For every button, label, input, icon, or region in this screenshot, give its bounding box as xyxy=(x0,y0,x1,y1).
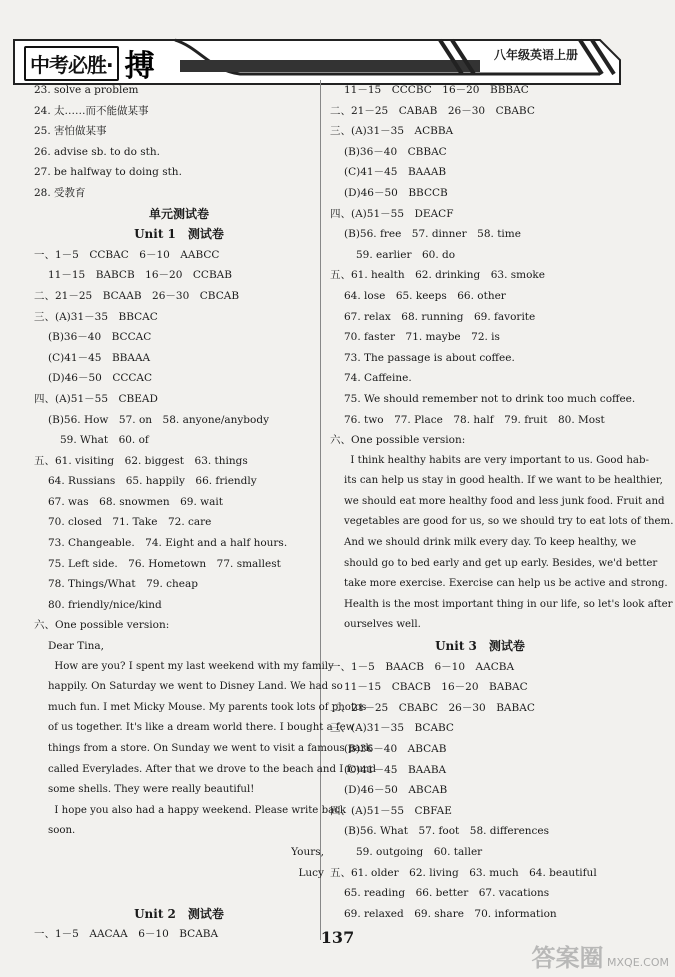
right-line: (D)46－50 ABCAB xyxy=(344,784,448,797)
left-line: 64. Russians 65. happily 66. friendly xyxy=(48,475,257,488)
right-line: (B)56. What 57. foot 58. differences xyxy=(344,825,550,838)
right-line: Health is the most important thing in our life, so let's look after xyxy=(344,598,673,610)
left-line: 二、21－25 BCAAB 26－30 CBCAB xyxy=(34,289,240,302)
right-line: vegetables are good for us, so we should try to eat lots of them. xyxy=(344,516,674,528)
left-line: much fun. I met Micky Mouse. My parents took lots of photos xyxy=(48,701,367,713)
left-line: Yours, xyxy=(291,845,324,858)
right-line: 74. Caffeine. xyxy=(344,372,412,385)
right-line: 67. relax 68. running 69. favorite xyxy=(344,310,536,323)
left-line: Dear Tina, xyxy=(48,640,104,653)
right-column xyxy=(330,80,674,924)
left-line: 27. be halfway to doing sth. xyxy=(34,166,182,179)
left-line: happily. On Saturday we went to Disney Land. We had so xyxy=(48,681,343,693)
left-line: (B)36－40 BCCAC xyxy=(48,331,152,344)
right-line: 59. earlier 60. do xyxy=(356,248,456,261)
left-line: 四、(A)51－55 CBEAD xyxy=(34,392,158,405)
right-line: 四、(A)51－55 DEACF xyxy=(330,207,454,220)
left-line: of us together. It's like a dream world there. I bought a few xyxy=(48,722,355,734)
right-line: take more exercise. Exercise can help us be active and strong. xyxy=(344,578,668,590)
left-line: called Everylades. After that we drove to the beach and I found xyxy=(48,763,377,775)
brand-text: 中考必胜· xyxy=(24,46,119,81)
left-line xyxy=(34,883,324,904)
left-line: soon. xyxy=(48,825,76,837)
right-line: 75. We should remember not to drink too much coffee. xyxy=(344,392,636,405)
grade-label: 八年级英语上册 xyxy=(494,48,579,62)
right-line: 五、61. older 62. living 63. much 64. beautiful xyxy=(330,866,597,879)
right-line: 76. two 77. Place 78. half 79. fruit 80. Most xyxy=(344,413,605,426)
right-line: 11－15 CBACB 16－20 BABAC xyxy=(344,681,528,694)
right-line: we should eat more healthy food and less junk food. Fruit and xyxy=(344,495,665,507)
left-line: 五、61. visiting 62. biggest 63. things xyxy=(34,454,248,467)
left-line: (B)56. How 57. on 58. anyone/anybody xyxy=(48,413,270,426)
page-number: 137 xyxy=(320,928,355,947)
right-line: 六、One possible version: xyxy=(330,434,466,447)
left-line: Unit 1 测试卷 xyxy=(134,227,224,242)
right-line: 64. lose 65. keeps 66. other xyxy=(344,289,506,302)
left-line: 59. What 60. of xyxy=(60,434,149,447)
right-line: (B)36－40 ABCAB xyxy=(344,743,447,755)
right-line: 三、(A)31－35 ACBBA xyxy=(330,125,454,138)
left-line: (C)41－45 BBAAA xyxy=(48,351,151,364)
right-line: (D)46－50 BBCCB xyxy=(344,186,448,199)
right-line: 65. reading 66. better 67. vacations xyxy=(344,887,550,900)
left-line: 75. Left side. 76. Hometown 77. smallest xyxy=(48,557,281,570)
left-line: I hope you also had a happy weekend. Please write back xyxy=(34,804,347,816)
left-line: 一、1－5 CCBAC 6－10 AABCC xyxy=(34,248,220,261)
left-line: How are you? I spent my last weekend with my family xyxy=(34,660,334,672)
watermark xyxy=(532,938,669,973)
right-line: 一、1－5 BAACB 6－10 AACBA xyxy=(330,660,515,673)
right-line: (C)41－45 BAABA xyxy=(344,763,447,776)
left-line: 26. advise sb. to do sth. xyxy=(34,145,160,158)
right-line: 11－15 CCCBC 16－20 BBBAC xyxy=(344,84,529,96)
left-line: 11－15 BABCB 16－20 CCBAB xyxy=(48,269,232,282)
left-line: 73. Changeable. 74. Eight and a half hours. xyxy=(48,537,288,550)
right-line: its can help us stay in good health. If we want to be healthier, xyxy=(344,475,663,487)
right-line: (C)41－45 BAAAB xyxy=(344,166,447,179)
right-line: 三、(A)31－35 BCABC xyxy=(330,722,454,735)
right-line: 二、21－25 CBABC 26－30 BABAC xyxy=(330,701,535,714)
left-line: 单元测试卷 xyxy=(148,206,209,221)
right-line: Unit 3 测试卷 xyxy=(435,639,525,654)
right-line: 二、21－25 CABAB 26－30 CBABC xyxy=(330,104,535,117)
watermark-logo-text: 答案圈 xyxy=(531,944,604,972)
right-line: (B)56. free 57. dinner 58. time xyxy=(344,228,521,241)
left-line: some shells. They were really beautiful! xyxy=(48,784,255,796)
left-line: 一、1－5 AACAA 6－10 BCABA xyxy=(34,928,219,941)
right-line: ourselves well. xyxy=(344,619,421,631)
right-line: And we should drink milk every day. To keep healthy, we xyxy=(344,537,637,549)
left-line: (D)46－50 CCCAC xyxy=(48,372,153,385)
left-line: Lucy xyxy=(298,866,324,879)
left-line: 六、One possible version: xyxy=(34,619,170,632)
left-line: 78. Things/What 79. cheap xyxy=(48,578,198,591)
right-line: 73. The passage is about coffee. xyxy=(344,351,515,364)
right-line: should go to bed early and get up early. Besides, we'd better xyxy=(344,557,658,569)
left-line: 67. was 68. snowmen 69. wait xyxy=(48,495,223,508)
left-line: 80. friendly/nice/kind xyxy=(48,598,162,611)
left-line: things from a store. On Sunday we went to visit a famous park xyxy=(48,743,372,754)
brand-logo xyxy=(24,46,174,84)
right-line: I think healthy habits are very important to us. Good hab- xyxy=(330,454,649,466)
page-header xyxy=(0,0,675,86)
left-line: 70. closed 71. Take 72. care xyxy=(48,516,212,529)
left-line: 三、(A)31－35 BBCAC xyxy=(34,310,158,323)
watermark-site: MXQE.COM xyxy=(607,956,669,969)
left-line: 23. solve a problem xyxy=(34,84,139,96)
right-line: 59. outgoing 60. taller xyxy=(356,845,483,858)
right-line: (B)36－40 CBBAC xyxy=(344,145,447,158)
right-line: 四、(A)51－55 CBFAE xyxy=(330,804,452,817)
left-line: 24. 太……而不能做某事 xyxy=(34,104,149,117)
right-line: 70. faster 71. maybe 72. is xyxy=(344,331,500,344)
left-line: 25. 害怕做某事 xyxy=(34,125,107,138)
brand-big-char: 搏 xyxy=(124,49,155,84)
left-line: Unit 2 测试卷 xyxy=(134,906,224,921)
right-line: 69. relaxed 69. share 70. information xyxy=(344,907,557,920)
left-line: 28. 受教育 xyxy=(34,186,86,199)
right-line: 五、61. health 62. drinking 63. smoke xyxy=(330,269,545,282)
